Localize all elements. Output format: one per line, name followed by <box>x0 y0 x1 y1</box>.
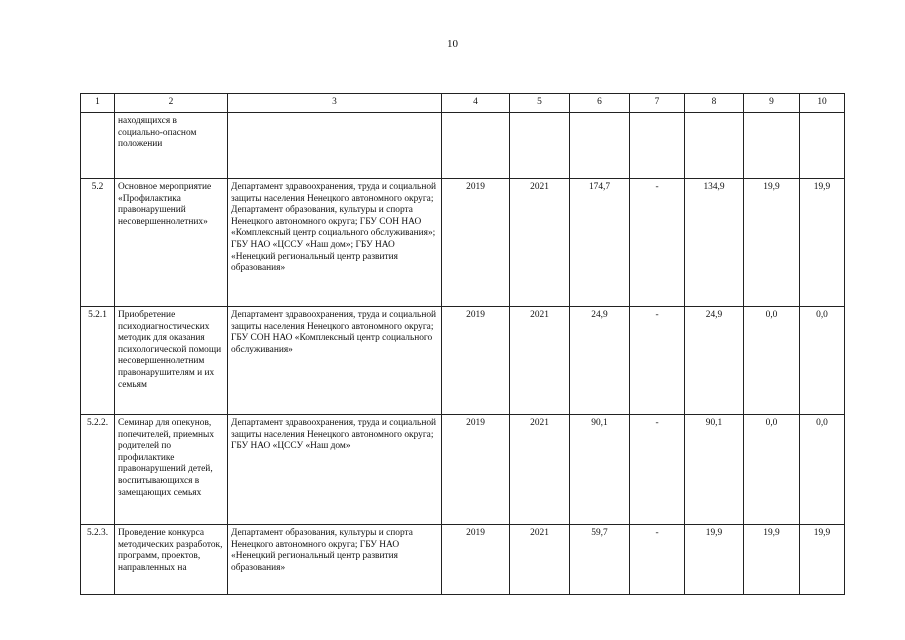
header-row <box>81 94 845 113</box>
header-cell: 1 <box>81 94 115 113</box>
col9-value: 0,0 <box>744 307 800 415</box>
activity-name: Проведение конкурса методических разработок, программ, проектов, направленных на <box>115 525 228 595</box>
start-year: 2019 <box>442 415 510 525</box>
total-value <box>570 113 630 179</box>
col10-value: 0,0 <box>800 415 845 525</box>
header-cell: 3 <box>228 94 442 113</box>
header-cell: 8 <box>685 94 744 113</box>
col9-value: 19,9 <box>744 525 800 595</box>
end-year: 2021 <box>510 307 570 415</box>
header-cell: 4 <box>442 94 510 113</box>
activity-name: Приобретение психодиагностических методик для оказания психологической помощи несовершеннолетним правонарушителям и их семьям <box>115 307 228 415</box>
col7-value: - <box>630 525 685 595</box>
activity-name: Основное мероприятие «Профилактика правонарушений несовершеннолетних» <box>115 179 228 307</box>
total-value: 59,7 <box>570 525 630 595</box>
row-number <box>81 113 115 179</box>
header-cell: 10 <box>800 94 845 113</box>
start-year <box>442 113 510 179</box>
start-year: 2019 <box>442 525 510 595</box>
row-number: 5.2 <box>81 179 115 307</box>
end-year: 2021 <box>510 179 570 307</box>
total-value: 174,7 <box>570 179 630 307</box>
col8-value: 19,9 <box>685 525 744 595</box>
end-year <box>510 113 570 179</box>
col10-value: 0,0 <box>800 307 845 415</box>
table-row <box>81 525 845 595</box>
executor <box>228 113 442 179</box>
header-cell: 2 <box>115 94 228 113</box>
col10-value <box>800 113 845 179</box>
col8-value: 24,9 <box>685 307 744 415</box>
table-row <box>81 307 845 415</box>
col10-value: 19,9 <box>800 525 845 595</box>
header-cell: 9 <box>744 94 800 113</box>
end-year: 2021 <box>510 525 570 595</box>
header-cell: 5 <box>510 94 570 113</box>
col9-value: 0,0 <box>744 415 800 525</box>
table-row <box>81 179 845 307</box>
col10-value: 19,9 <box>800 179 845 307</box>
col8-value: 134,9 <box>685 179 744 307</box>
col7-value: - <box>630 179 685 307</box>
page-number: 10 <box>447 38 458 50</box>
header-cell: 6 <box>570 94 630 113</box>
activity-name: Семинар для опекунов, попечителей, приемных родителей по профилактике правонарушений детей, воспитывающихся в замещающих семьях <box>115 415 228 525</box>
executor: Департамент здравоохранения, труда и социальной защиты населения Ненецкого автономного округа; ГБУ СОН НАО «Комплексный центр социального обслуживания» <box>228 307 442 415</box>
executor: Департамент здравоохранения, труда и социальной защиты населения Ненецкого автономного округа; Департамент образования, культуры и спорта Ненецкого автономного округа; ГБУ СОН НАО «Комплексный центр социального обслуживания»; ГБУ НАО «ЦССУ «Наш дом»; ГБУ НАО «Ненецкий региональный центр развития образования» <box>228 179 442 307</box>
start-year: 2019 <box>442 307 510 415</box>
col7-value <box>630 113 685 179</box>
activity-name: находящихся в социально-опасном положении <box>115 113 228 179</box>
total-value: 90,1 <box>570 415 630 525</box>
col9-value: 19,9 <box>744 179 800 307</box>
executor: Департамент образования, культуры и спорта Ненецкого автономного округа; ГБУ НАО «Ненецкий региональный центр развития образования» <box>228 525 442 595</box>
end-year: 2021 <box>510 415 570 525</box>
col9-value <box>744 113 800 179</box>
col7-value: - <box>630 415 685 525</box>
program-table <box>80 93 845 595</box>
header-cell: 7 <box>630 94 685 113</box>
col8-value: 90,1 <box>685 415 744 525</box>
total-value: 24,9 <box>570 307 630 415</box>
row-number: 5.2.2. <box>81 415 115 525</box>
row-number: 5.2.3. <box>81 525 115 595</box>
executor: Департамент здравоохранения, труда и социальной защиты населения Ненецкого автономного округа; ГБУ НАО «ЦССУ «Наш дом» <box>228 415 442 525</box>
table-row <box>81 113 845 179</box>
col7-value: - <box>630 307 685 415</box>
start-year: 2019 <box>442 179 510 307</box>
row-number: 5.2.1 <box>81 307 115 415</box>
table-row <box>81 415 845 525</box>
col8-value <box>685 113 744 179</box>
